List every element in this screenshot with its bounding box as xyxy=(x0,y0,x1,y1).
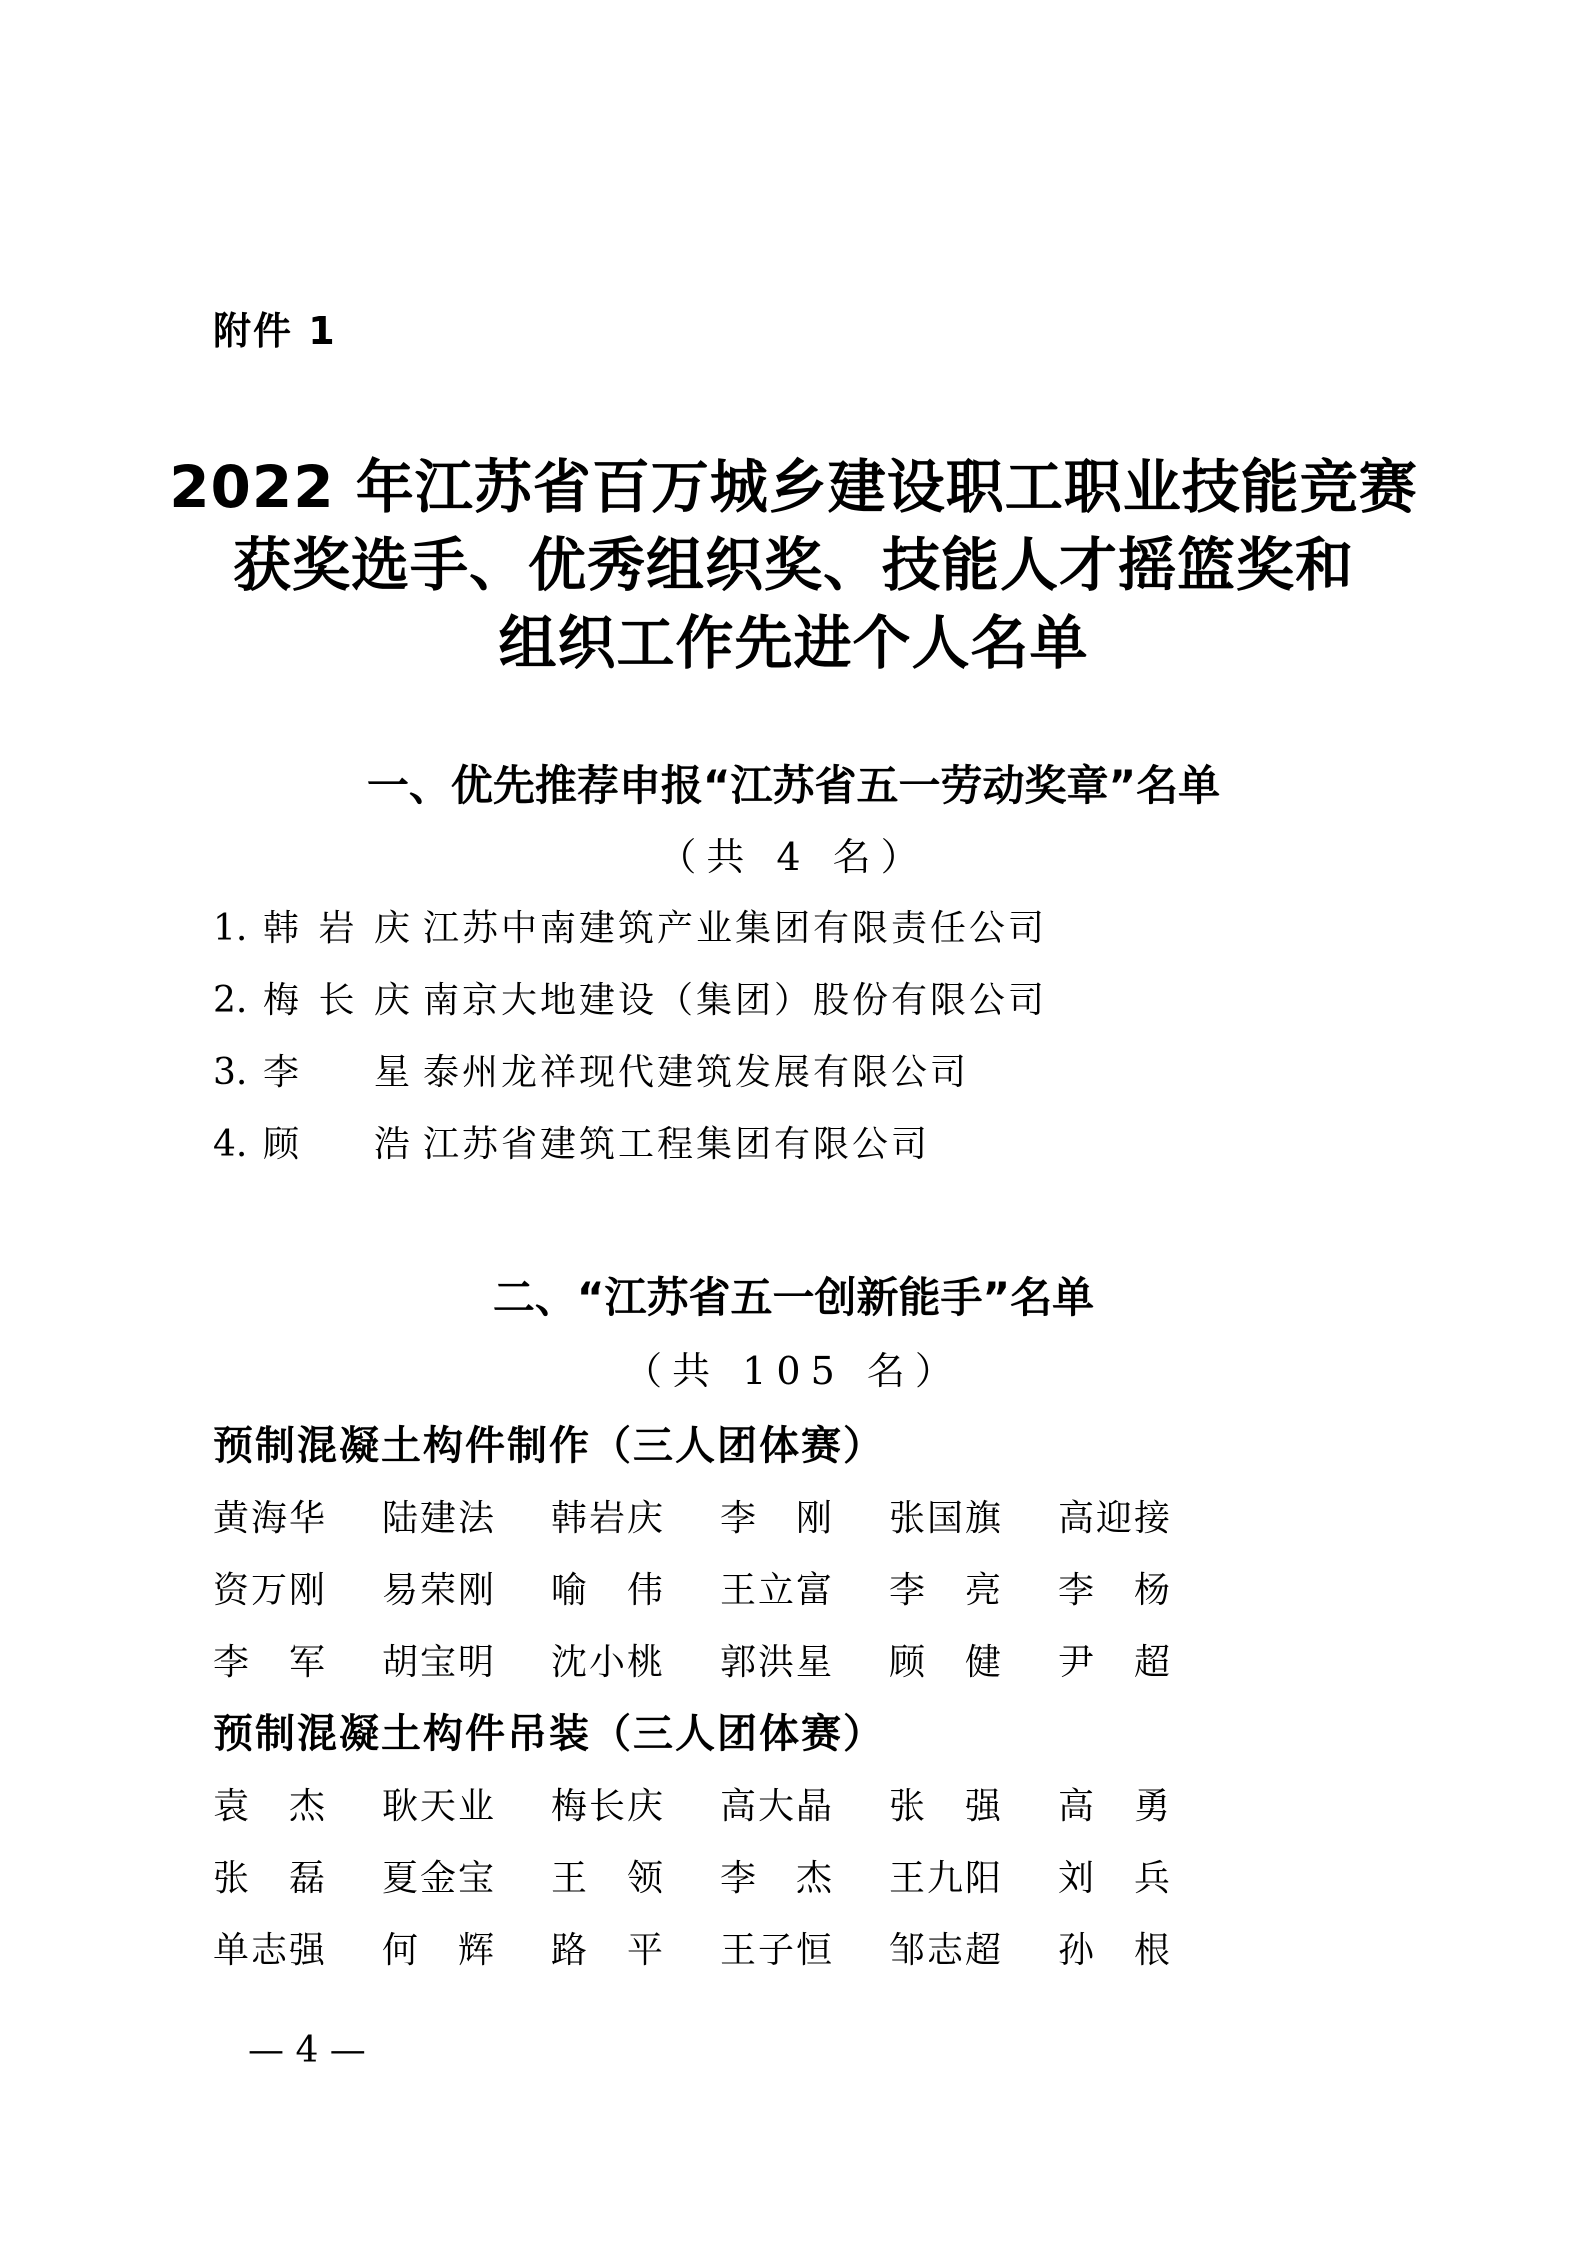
name-cell: 尹 超 xyxy=(1058,1642,1170,1683)
name-cell: 张 磊 xyxy=(213,1858,325,1899)
item-org: 江苏中南建筑产业集团有限责任公司 xyxy=(423,908,1048,949)
name-cell: 易荣刚 xyxy=(382,1570,494,1611)
section1-count: （共 4 名） xyxy=(658,835,929,879)
item-number: 2. xyxy=(213,980,248,1021)
name-cell: 韩岩庆 xyxy=(551,1498,663,1539)
name-cell: 高大晶 xyxy=(720,1786,832,1827)
item-org: 南京大地建设（集团）股份有限公司 xyxy=(423,980,1048,1021)
name-cell: 孙 根 xyxy=(1058,1930,1170,1971)
name-cell: 李 军 xyxy=(213,1642,325,1683)
name-cell: 夏金宝 xyxy=(382,1858,494,1899)
list-item xyxy=(213,1116,930,1167)
name-cell: 王九阳 xyxy=(889,1858,1001,1899)
item-org: 泰州龙祥现代建筑发展有限公司 xyxy=(423,1052,970,1093)
item-name: 韩岩庆 xyxy=(263,908,413,949)
name-cell: 资万刚 xyxy=(213,1570,325,1611)
item-org: 江苏省建筑工程集团有限公司 xyxy=(423,1124,931,1165)
name-cell: 单志强 xyxy=(213,1930,325,1971)
names-row xyxy=(213,1634,1227,1685)
title-line-2: 获奖选手、优秀组织奖、技能人才摇篮奖和 xyxy=(232,531,1354,599)
name-cell: 张国旗 xyxy=(889,1498,1001,1539)
item-number: 1. xyxy=(213,908,248,949)
list-item xyxy=(213,972,1047,1023)
names-row xyxy=(213,1778,1227,1829)
name-cell: 李 杨 xyxy=(1058,1570,1170,1611)
name-cell: 耿天业 xyxy=(382,1786,494,1827)
name-cell: 邹志超 xyxy=(889,1930,1001,1971)
section2-heading: 二、“江苏省五一创新能手”名单 xyxy=(492,1273,1095,1322)
name-cell: 李 杰 xyxy=(720,1858,832,1899)
name-cell: 胡宝明 xyxy=(382,1642,494,1683)
title-line-3: 组织工作先进个人名单 xyxy=(498,609,1089,677)
item-number: 4. xyxy=(213,1124,248,1165)
name-cell: 王 领 xyxy=(551,1858,663,1899)
name-cell: 张 强 xyxy=(889,1786,1001,1827)
list-item xyxy=(213,900,1047,951)
name-cell: 何 辉 xyxy=(382,1930,494,1971)
page-number: — 4 — xyxy=(248,2030,366,2071)
names-row xyxy=(213,1562,1227,1613)
name-cell: 沈小桃 xyxy=(551,1642,663,1683)
item-name: 李 星 xyxy=(263,1052,413,1093)
name-cell: 袁 杰 xyxy=(213,1786,325,1827)
attachment-label: 附件 1 xyxy=(213,309,337,353)
item-number: 3. xyxy=(213,1052,248,1093)
names-row xyxy=(213,1490,1227,1541)
name-cell: 黄海华 xyxy=(213,1498,325,1539)
names-row xyxy=(213,1922,1227,1973)
names-row xyxy=(213,1850,1227,1901)
name-cell: 高迎接 xyxy=(1058,1498,1170,1539)
name-cell: 王立富 xyxy=(720,1570,832,1611)
category-title: 预制混凝土构件吊装（三人团体赛） xyxy=(213,1711,885,1757)
name-cell: 李 刚 xyxy=(720,1498,832,1539)
section1-heading: 一、优先推荐申报“江苏省五一劳动奖章”名单 xyxy=(366,761,1221,810)
name-cell: 路 平 xyxy=(551,1930,663,1971)
name-cell: 李 亮 xyxy=(889,1570,1001,1611)
name-cell: 喻 伟 xyxy=(551,1570,663,1611)
section2-count: （共 105 名） xyxy=(624,1349,963,1393)
category-title: 预制混凝土构件制作（三人团体赛） xyxy=(213,1423,885,1469)
name-cell: 高 勇 xyxy=(1058,1786,1170,1827)
title-line-1: 2022 年江苏省百万城乡建设职工职业技能竞赛 xyxy=(169,453,1418,521)
name-cell: 王子恒 xyxy=(720,1930,832,1971)
name-cell: 郭洪星 xyxy=(720,1642,832,1683)
name-cell: 陆建法 xyxy=(382,1498,494,1539)
list-item xyxy=(213,1044,969,1095)
item-name: 梅长庆 xyxy=(263,980,413,1021)
name-cell: 刘 兵 xyxy=(1058,1858,1170,1899)
name-cell: 顾 健 xyxy=(889,1642,1001,1683)
item-name: 顾 浩 xyxy=(263,1124,413,1165)
name-cell: 梅长庆 xyxy=(551,1786,663,1827)
